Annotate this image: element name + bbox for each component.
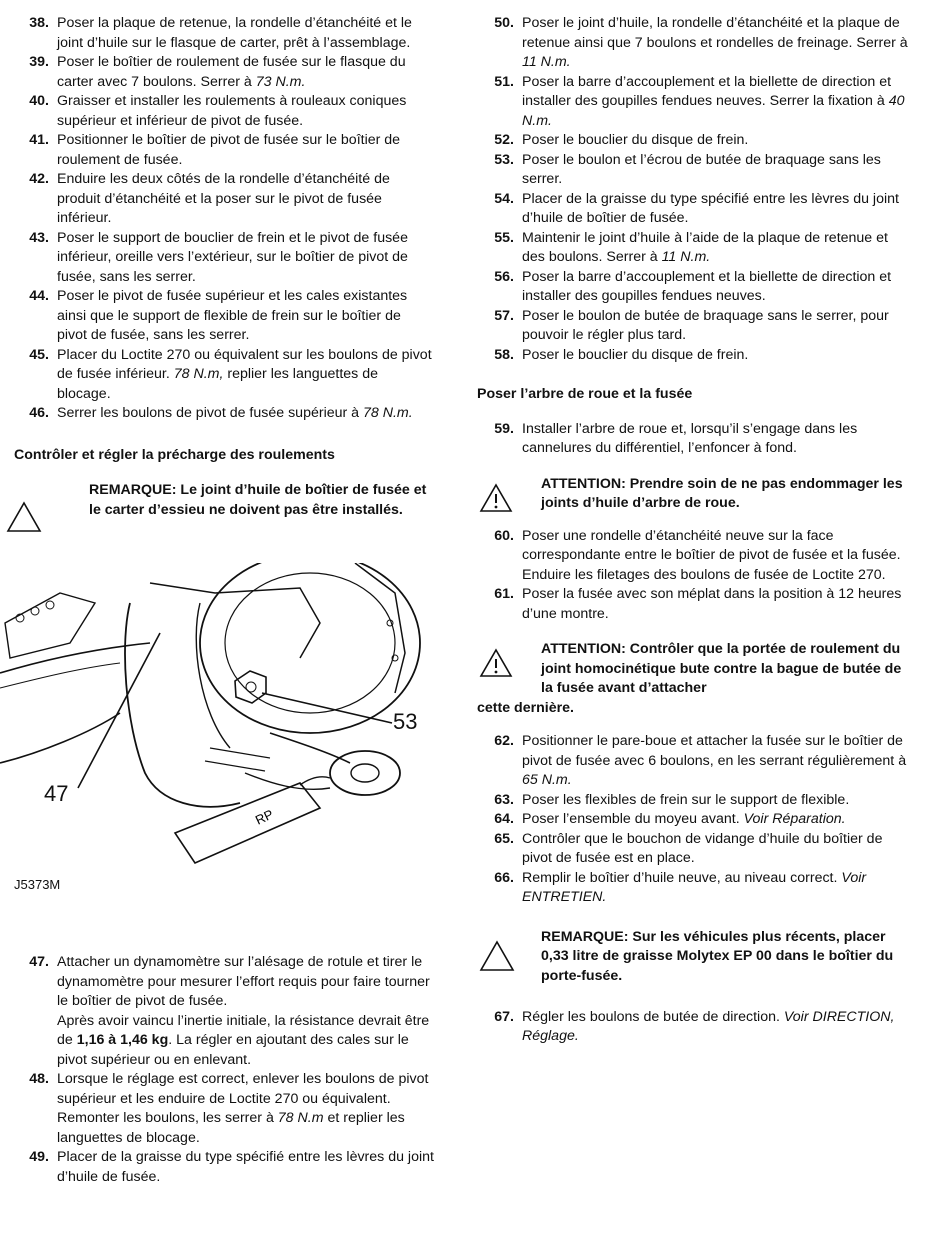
step-number: 66. (494, 869, 514, 886)
step-text-part: Poser l’ensemble du moyeu avant. (522, 811, 744, 827)
step-text (522, 791, 909, 811)
step-text-part: Placer de la graisse du type spécifié entre les lèvres du joint d’huile de fusée. (57, 1149, 434, 1185)
torque-value: 78 N.m, (173, 366, 224, 382)
step-62 (479, 732, 909, 791)
torque-value: Voir Réparation. (743, 811, 846, 827)
step-number: 49. (29, 1149, 49, 1165)
step-63 (479, 791, 909, 811)
torque-value: 73 N.m. (255, 73, 306, 90)
step-text-part: Positionner le pare-boue et attacher la fusée sur le boîtier de pivot de fusée avec 6 boulons, en les serrant régulièrement à (522, 733, 907, 769)
right-steps-list-c (479, 732, 909, 908)
torque-value: 78 N.m. (363, 405, 413, 421)
step-number: 38. (29, 15, 49, 31)
attention-text-2-cont: cette dernière. (477, 699, 574, 716)
step-text (522, 346, 909, 366)
step-number: 64. (494, 811, 514, 827)
step-text (522, 810, 909, 830)
step-text (57, 170, 434, 229)
step-text-part: Poser le bouclier du disque de frein. (522, 346, 749, 363)
step-43 (14, 229, 434, 288)
step-text (57, 229, 434, 288)
step-number: 58. (494, 346, 514, 363)
attention-text-1: ATTENTION: Prendre soin de ne pas endommager les joints d’huile d’arbre de roue. (541, 475, 903, 511)
step-text-part: Contrôler que le bouchon de vidange d’huile du boîtier de pivot de fusée est en place. (522, 830, 883, 866)
torque-value: 78 N.m (277, 1110, 324, 1126)
step-text-part: Attacher un dynamomètre sur l’alésage de rotule et tirer le dynamomètre pour mesurer l’effort requis pour faire tourner le boîtier de pivot de fusée. (57, 954, 430, 1009)
step-number: 60. (494, 527, 514, 544)
step-text-part: Lorsque le réglage est correct, enlever les boulons de pivot supérieur et les enduire de Loctite 270 ou équivalent. Remonter les boulons, les serrer à (57, 1071, 429, 1126)
attention-text-2: ATTENTION: Contrôler que la portée de roulement du joint homocinétique bute contre la bague de butée de la fusée avant d’attacher (541, 641, 902, 696)
step-45 (14, 346, 434, 405)
step-number: 57. (494, 307, 514, 324)
step-text-part: . La régler en ajoutant des cales sur le pivot supérieur ou en enlevant. (57, 1032, 409, 1068)
step-text-part: Poser les flexibles de frein sur le support de flexible. (522, 791, 850, 808)
warning-triangle-icon (479, 483, 513, 513)
step-number: 55. (494, 229, 514, 246)
step-text (522, 268, 909, 307)
note-text-2: REMARQUE: Sur les véhicules plus récents, placer 0,33 litre de graisse Molytex EP 00 dans le boîtier du porte-fusée. (541, 928, 894, 984)
step-39 (14, 53, 434, 92)
step-text (57, 92, 434, 131)
note-block (14, 481, 434, 541)
step-text (522, 830, 909, 869)
step-text-part: Poser le support de bouclier de frein et le pivot de fusée inférieur, oreille vers l’extérieur, sur le boîtier de pivot de fusée, sans les serrer. (57, 229, 408, 285)
step-46 (14, 404, 434, 424)
step-number: 56. (494, 268, 514, 285)
step-text (522, 1008, 909, 1047)
step-text-part: Graisser et installer les roulements à rouleaux coniques supérieur et inférieur de pivot de fusée. (57, 93, 407, 129)
step-text (522, 307, 909, 346)
emphasis-value: 1,16 à 1,46 kg (76, 1032, 169, 1048)
step-text (522, 869, 909, 908)
step-text-part: Poser le boîtier de roulement de fusée sur le flasque du carter avec 7 boulons. Serrer à (57, 54, 406, 90)
step-number: 43. (29, 229, 49, 246)
step-text (522, 14, 909, 73)
step-text-part: Poser le bouclier du disque de frein. (522, 132, 749, 148)
step-38 (14, 14, 434, 53)
step-number: 61. (494, 586, 514, 602)
step-text-part: Poser la fusée avec son méplat dans la position à 12 heures d’une montre. (522, 586, 902, 622)
step-56 (479, 268, 909, 307)
step-text (522, 420, 909, 459)
torque-value: Voir ENTRETIEN. (522, 869, 867, 905)
step-number: 62. (494, 733, 514, 749)
step-text-part: Régler les boulons de butée de direction. (522, 1008, 784, 1025)
step-59 (479, 420, 909, 459)
step-text (57, 14, 434, 53)
warning-triangle-icon (479, 648, 513, 678)
step-text (522, 151, 909, 190)
step-text (57, 1070, 434, 1148)
step-number: 46. (29, 405, 49, 421)
step-number: 52. (494, 132, 514, 148)
step-number: 51. (494, 73, 514, 90)
step-48 (14, 1070, 434, 1148)
step-text-part: replier les languettes de blocage. (57, 366, 378, 402)
step-text (57, 953, 434, 1070)
step-text (57, 1148, 434, 1187)
step-61 (479, 585, 909, 624)
step-text-part: Après avoir vaincu l’inertie initiale, la résistance devrait être de (57, 1012, 430, 1048)
step-text (522, 73, 909, 132)
step-44 (14, 287, 434, 346)
step-50 (479, 14, 909, 73)
step-text-part: et replier les languettes de blocage. (57, 1110, 405, 1146)
step-text-part: Poser une rondelle d’étanchéité neuve sur la face correspondante entre le boîtier de pivot de fusée et la fusée. Enduire les filetages des boulons de fusée de Loctite 270. (522, 527, 901, 583)
step-text-part: Maintenir le joint d’huile à l’aide de la plaque de retenue et des boulons. Serrer à (522, 229, 888, 265)
step-number: 63. (494, 791, 514, 808)
step-text (57, 346, 434, 405)
step-57 (479, 307, 909, 346)
right-steps-list-b (479, 527, 909, 625)
step-text-part: Serrer les boulons de pivot de fusée supérieur à (57, 405, 364, 421)
step-52 (479, 131, 909, 151)
step-number: 48. (29, 1071, 49, 1087)
callout-label-47: 47 (44, 781, 69, 806)
torque-value: 11 N.m. (522, 54, 571, 70)
step-67 (479, 1008, 909, 1047)
step-number: 40. (29, 93, 49, 109)
step-text-part: Poser la barre d’accouplement et la biellette de direction et installer des goupilles fendues neuves. Serrer la fixation à (522, 73, 892, 109)
step-number: 53. (494, 151, 514, 168)
step-text-part: Poser la barre d’accouplement et la biellette de direction et installer des goupilles fendues neuves. (522, 268, 892, 304)
attention-block-1 (479, 475, 909, 517)
step-text-part: Poser la plaque de retenue, la rondelle d’étanchéité et le joint d’huile sur le flasque de carter, prêt à l’assemblage. (57, 15, 412, 51)
step-67 (479, 1008, 909, 1047)
step-text (522, 527, 909, 586)
step-number: 54. (494, 190, 514, 207)
right-steps-list-a (479, 14, 909, 365)
svg-text:RP: RP (252, 806, 276, 828)
step-number: 44. (29, 288, 49, 304)
step-number: 39. (29, 54, 49, 70)
left-column (14, 14, 434, 1187)
step-text (57, 131, 434, 170)
step-number: 67. (494, 1008, 514, 1025)
step-60 (479, 527, 909, 586)
step-text (57, 53, 434, 92)
step-text (57, 287, 434, 346)
step-54 (479, 190, 909, 229)
step-text (522, 585, 909, 624)
step-53 (479, 151, 909, 190)
step-text-part: Enduire les deux côtés de la rondelle d’étanchéité de produit d’étanchéité et la poser sur le pivot de fusée inférieur. (57, 171, 390, 226)
step-47 (14, 953, 434, 1070)
attention-block-2 (479, 640, 909, 718)
steering-knuckle-illustration (0, 563, 420, 908)
note-text: REMARQUE: Le joint d’huile de boîtier de fusée et le carter d’essieu ne doivent pas être installés. (89, 482, 427, 518)
step-text (57, 404, 434, 424)
step-40 (14, 92, 434, 131)
step-text-part: Poser le boulon de butée de braquage sans le serrer, pour pouvoir le régler plus tard. (522, 307, 889, 343)
step-58 (479, 346, 909, 366)
figure-id: J5373M (14, 877, 61, 892)
step-text (522, 732, 909, 791)
step-text (522, 190, 909, 229)
note-block-2 (479, 928, 909, 990)
callout-label-53: 53 (393, 709, 418, 734)
step-text-part: Poser le joint d’huile, la rondelle d’étanchéité et la plaque de retenue ainsi que 7 boulons et rondelles de freinage. Serrer à (522, 15, 908, 51)
step-64 (479, 810, 909, 830)
section-heading-precharge: Contrôler et régler la précharge des roulements (14, 446, 335, 463)
torque-value: 40 N.m. (522, 93, 905, 129)
step-41 (14, 131, 434, 170)
step-text-part: Positionner le boîtier de pivot de fusée sur le boîtier de roulement de fusée. (57, 132, 401, 168)
step-text-part: Placer du Loctite 270 ou équivalent sur les boulons de pivot de fusée inférieur. (57, 346, 432, 382)
section-heading-install-shaft: Poser l’arbre de roue et la fusée (477, 386, 693, 402)
step-number: 45. (29, 346, 49, 363)
step-text-part: Poser le pivot de fusée supérieur et les cales existantes ainsi que le support de flexible de frein sur le boîtier de pivot de fusée, sans les serrer. (57, 288, 408, 343)
step-text (522, 229, 909, 268)
torque-value: Voir DIRECTION, Réglage. (522, 1008, 895, 1044)
step-49 (14, 1148, 434, 1187)
step-65 (479, 830, 909, 869)
step-66 (479, 869, 909, 908)
step-59 (479, 420, 909, 459)
right-column (479, 14, 909, 1047)
warning-triangle-icon (6, 501, 42, 533)
step-number: 42. (29, 171, 49, 187)
step-number: 59. (494, 420, 514, 437)
step-51 (479, 73, 909, 132)
left-steps-list-a (14, 14, 434, 424)
step-55 (479, 229, 909, 268)
torque-value: 65 N.m. (522, 772, 572, 788)
step-42 (14, 170, 434, 229)
step-text (522, 131, 909, 151)
step-text-part: Remplir le boîtier d’huile neuve, au niveau correct. (522, 869, 842, 886)
torque-value: 11 N.m. (661, 249, 711, 265)
step-text-part: Placer de la graisse du type spécifié entre les lèvres du joint d’huile de boîtier de fusée. (522, 190, 899, 226)
step-number: 47. (29, 954, 49, 970)
step-text-part: Poser le boulon et l’écrou de butée de braquage sans les serrer. (522, 151, 881, 187)
step-number: 50. (494, 15, 514, 31)
step-number: 41. (29, 132, 49, 148)
warning-triangle-icon (479, 940, 515, 972)
left-steps-list-b (14, 953, 434, 1187)
step-text-part: Installer l’arbre de roue et, lorsqu’il s’engage dans les cannelures du différentiel, l’enfoncer à fond. (522, 420, 858, 456)
step-number: 65. (494, 830, 514, 847)
